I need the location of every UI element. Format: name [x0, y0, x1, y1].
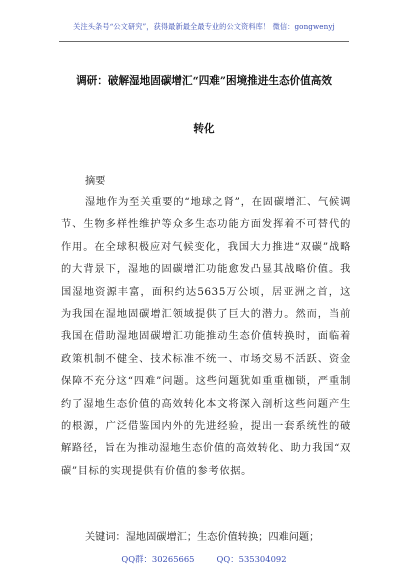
- footer-qq-number: QQ：535304092: [216, 554, 287, 564]
- footer-contact: [0, 553, 408, 565]
- header-divider: [59, 41, 349, 42]
- keywords-line: 关键词：湿地固碳增汇；生态价值转换；四难问题；: [85, 532, 320, 543]
- footer-qq-group: QQ群：30265665: [121, 554, 195, 564]
- document-title-line-1: 调研：破解湿地固碳增汇“四难”困境推进生态价值高效: [76, 75, 332, 87]
- header-promo-note: 关注头条号“公文研究”，获得最新最全最专业的公文资料库！ 微信：gongwenyj: [73, 22, 335, 31]
- document-title-line-2: 转化: [193, 123, 215, 135]
- abstract-heading: 摘要: [85, 176, 106, 187]
- abstract-body: 湿地作为至关重要的“地球之肾”，在固碳增汇、气候调节、生物多样性维护等众多生态功能方面发挥着不可替代的作用。在全球积极应对气候变化，我国大力推进“双碳”战略的大背景下，湿地的固碳增汇功能愈发凸显其战略价值。我国湿地资源丰富，面积约达5635万公顷，居亚洲之首，这为我国在湿地固碳增汇领域提供了巨大的潜力。然而，当前我国在借助湿地固碳增汇功能推动生态价值转换时，面临着政策机制不健全、技术标准不统一、市场交易不活跃、资金保障不充分这“四难”问题。这些问题犹如重重枷锁，严重制约了湿地生态价值的高效转化本文将深入剖析这些问题产生的根源，广泛借鉴国内外的先进经验，提出一套系统性的破解路径，旨在为推动湿地生态价值的高效转化、助力我国“双碳”目标的实现提供有价值的参考依据。: [61, 197, 351, 477]
